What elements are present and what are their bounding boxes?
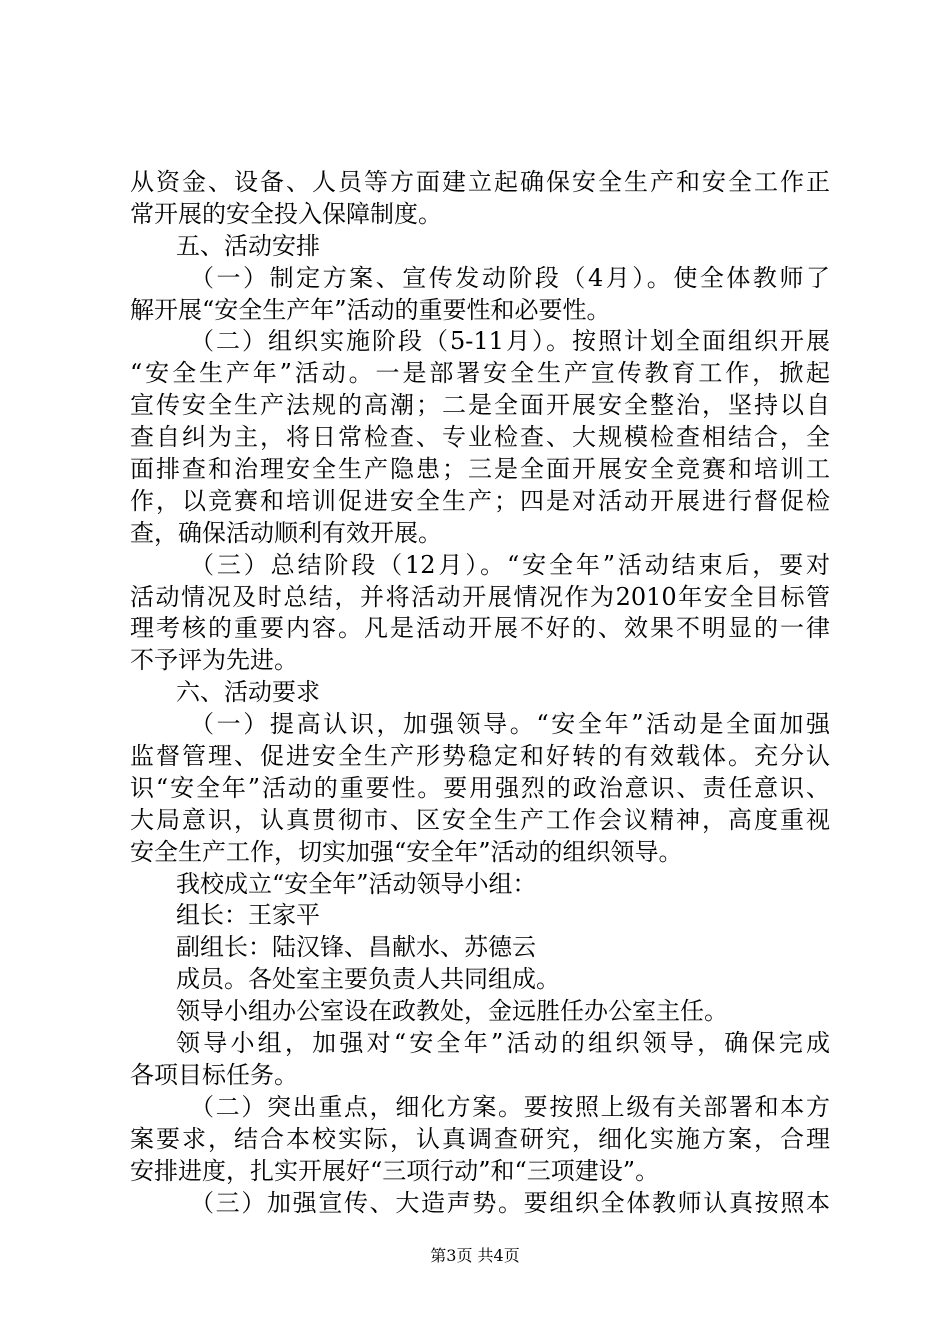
text-line: 活动情况及时总结，并将活动开展情况作为2010年安全目标管 [130, 582, 830, 611]
text-line: 各项目标任务。 [130, 1060, 298, 1089]
text-line: 识“安全年”活动的重要性。要用强烈的政治意识、责任意识、 [130, 773, 830, 802]
text-line: 从资金、设备、人员等方面建立起确保安全生产和安全工作正 [130, 168, 830, 196]
text-line: 宣传安全生产法规的高潮；二是全面开展安全整治，坚持以自 [130, 391, 830, 420]
text-line: 领导小组办公室设在政教处，金远胜任办公室主任。 [176, 997, 728, 1026]
text-line: 面排查和治理安全生产隐患；三是全面开展安全竞赛和培训工 [130, 455, 830, 484]
text-line: 查自纠为主，将日常检查、专业检查、大规模检查相结合，全 [130, 423, 830, 452]
text-line: （二）组织实施阶段（5-11月）。按照计划全面组织开展 [190, 327, 830, 356]
text-line: （二）突出重点，细化方案。要按照上级有关部署和本方 [190, 1092, 830, 1121]
text-line: （三）加强宣传、大造声势。要组织全体教师认真按照本 [190, 1188, 830, 1217]
text-line: 安排进度，扎实开展好“三项行动”和“三项建设”。 [130, 1156, 660, 1185]
section-heading: 六、活动要求 [176, 678, 320, 707]
page-footer: 第3页 共4页 [430, 1246, 520, 1265]
text-line: 成员。各处室主要负责人共同组成。 [176, 965, 560, 994]
section-heading: 五、活动安排 [176, 231, 320, 260]
text-line: （一）提高认识，加强领导。“安全年”活动是全面加强 [190, 710, 830, 739]
text-line: 领导小组，加强对“安全年”活动的组织领导，确保完成 [176, 1029, 830, 1058]
text-line: 我校成立“安全年”活动领导小组： [176, 869, 537, 898]
text-line: 理考核的重要内容。凡是活动开展不好的、效果不明显的一律 [130, 614, 830, 643]
text-line: 副组长：陆汉锋、昌献水、苏德云 [176, 933, 536, 962]
text-line: （一）制定方案、宣传发动阶段（4月）。使全体教师了 [190, 263, 830, 292]
text-line: 不予评为先进。 [130, 646, 298, 675]
text-line: 解开展“安全生产年”活动的重要性和必要性。 [130, 295, 611, 324]
text-line: 组长：王家平 [176, 901, 320, 930]
text-line: 大局意识，认真贯彻市、区安全生产工作会议精神，高度重视 [130, 805, 830, 834]
text-line: 作，以竞赛和培训促进安全生产；四是对活动开展进行督促检 [130, 486, 830, 515]
text-line: 安全生产工作，切实加强“安全年”活动的组织领导。 [130, 837, 683, 866]
text-line: 常开展的安全投入保障制度。 [130, 199, 442, 228]
text-line: （三）总结阶段（12月）。“安全年”活动结束后，要对 [190, 550, 830, 579]
document-body [130, 167, 830, 1219]
text-line: 监督管理、促进安全生产形势稳定和好转的有效载体。充分认 [130, 742, 830, 771]
text-line: “安全生产年”活动。一是部署安全生产宣传教育工作，掀起 [130, 359, 830, 388]
text-line: 查，确保活动顺利有效开展。 [130, 518, 442, 547]
text-line: 案要求，结合本校实际，认真调查研究，细化实施方案，合理 [130, 1124, 830, 1153]
